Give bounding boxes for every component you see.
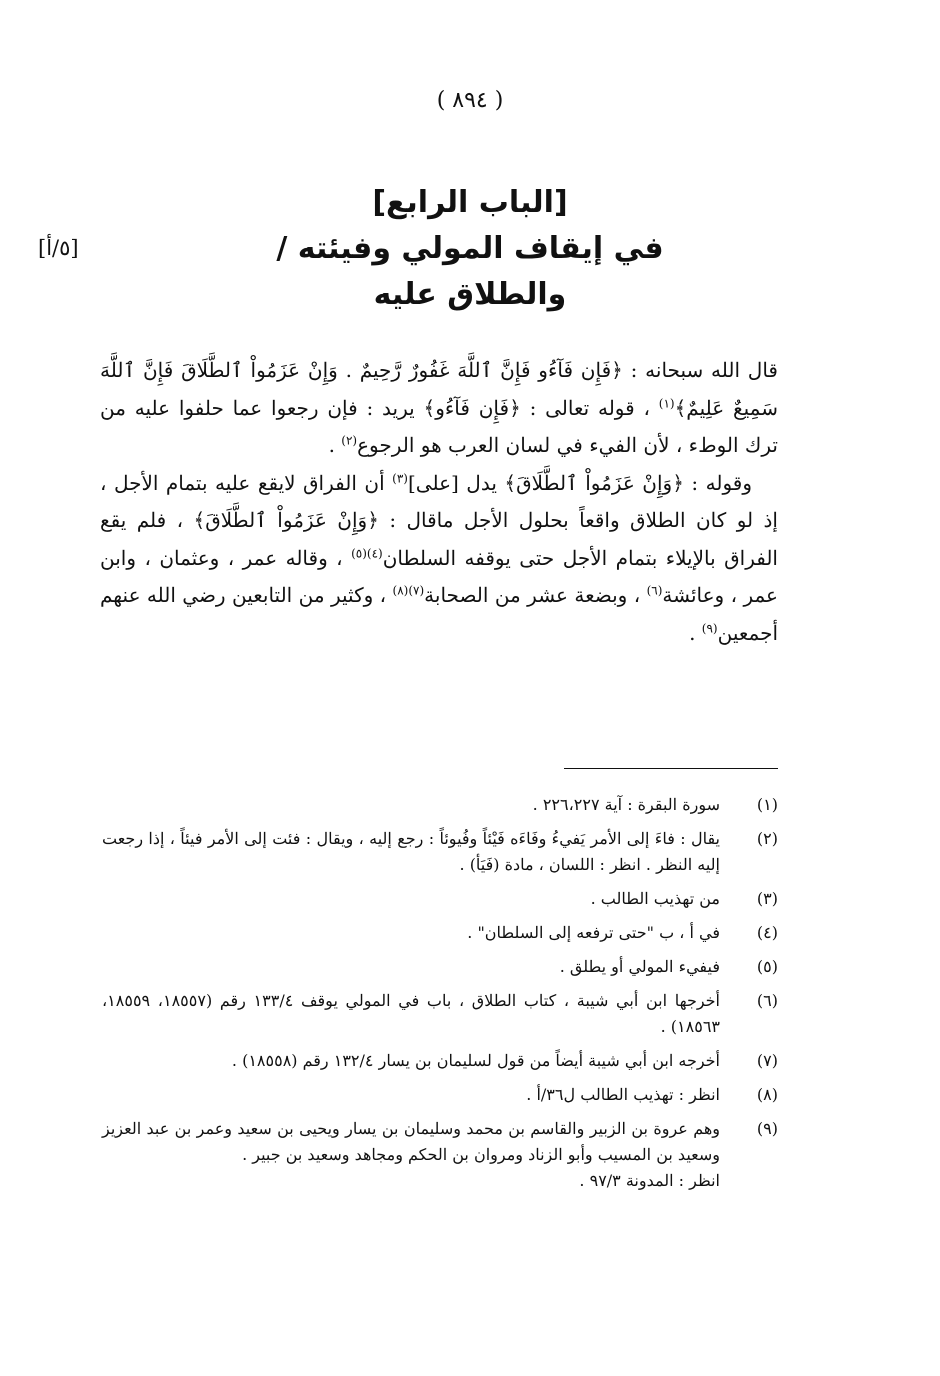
footnotes-list [102, 792, 778, 1202]
footnote-number: (٢) [756, 829, 778, 848]
text-run: ، وبضعة عشر من الصحابة [424, 583, 647, 607]
footnote-item [102, 1116, 778, 1194]
footnote-line: أخرجه ابن أبي شيبة أيضاً من قول لسليمان بن يسار ١٣٢/٤ رقم (١٨٥٥٨) . [231, 1051, 720, 1070]
text-run: ، قوله تعالى : ﴿فَإِن فَآءُو﴾ يريد : فإن رجعوا عما حلفوا عليه من ترك الوطء ، لأن الفيء في لسان العرب هو الرجوع [100, 395, 778, 457]
footnote-text [102, 1082, 720, 1108]
footnote-item [102, 826, 778, 878]
footnote-number: (٥) [756, 957, 778, 976]
footnote-line: انظر : تهذيب الطالب ل٣٦/أ . [526, 1085, 720, 1104]
footnote-ref: (٢) [341, 433, 358, 448]
main-text [100, 352, 778, 652]
footnote-text [102, 1048, 720, 1074]
paragraph-1 [100, 352, 778, 465]
text-run: ، وقاله عمر ، وعثمان ، وابن عمر ، وعائشة [100, 545, 778, 607]
footnote-number: (١) [756, 795, 778, 814]
footnote-item [102, 988, 778, 1040]
text-run: . [689, 620, 702, 645]
footnote-ref: (٤)(٥) [351, 545, 383, 560]
chapter-subtitle-line-1: في إيقاف المولي وفيئته / [276, 231, 664, 266]
footnote-line: سورة البقرة : آية ٢٢٦،٢٢٧ . [532, 795, 720, 814]
footnote-text [102, 988, 720, 1040]
footnote-item [102, 1082, 778, 1108]
footnote-ref: (٧)(٨) [392, 583, 425, 598]
footnote-ref: (١) [658, 395, 675, 410]
footnote-item [102, 886, 778, 912]
footnote-line: يقال : فاءَ إلى الأمر يَفيءُ وفَاءَه فَيْئاً وفُيوئاً : رجع إليه ، ويقال : فئت إلى الأمر فيئاً ، إذا رجعت إليه النظر . انظر : اللسان ، مادة (فَيَأ) . [102, 829, 720, 874]
footnote-text [102, 954, 720, 980]
footnote-line: من تهذيب الطالب . [590, 889, 720, 908]
footnote-line: أخرجها ابن أبي شيبة ، كتاب الطلاق ، باب في المولي يوقف ١٣٣/٤ رقم (١٨٥٥٧، ١٨٥٥٩، ١٨٥٦٣) . [102, 991, 720, 1036]
footnote-line: انظر : المدونة ٩٧/٣ . [579, 1171, 720, 1190]
text-run: وقوله : ﴿وَإِنْ عَزَمُواْ ٱلطَّلَاقَ﴾ يدل [على] [407, 470, 752, 495]
footnote-line: في أ ، ب "حتى ترفعه إلى السلطان" . [467, 923, 720, 942]
margin-manuscript-reference: [٥/أ] [38, 236, 79, 260]
text-run: قال الله سبحانه : ﴿فَإِن فَآءُو فَإِنَّ ٱللَّهَ غَفُورٌ رَّحِيمٌ . وَإِنْ عَزَمُواْ ٱلطَّلَاقَ فَإِنَّ ٱللَّهَ سَمِيعٌ عَلِيمٌ﴾ [100, 358, 778, 420]
text-run: أن الفراق لايقع عليه بتمام الأجل ، إذ لو كان الطلاق واقعاً بحلول الأجل ماقال : ﴿وَإِنْ عَزَمُواْ ٱلطَّلَاقَ﴾ ، فلم يقع الفراق بالإيلاء بتمام الأجل حتى يوقفه السلطان [100, 470, 778, 570]
footnote-text [102, 792, 720, 818]
footnote-text [102, 920, 720, 946]
paragraph-2 [100, 465, 778, 653]
footnote-item [102, 1048, 778, 1074]
footnote-ref: (٦) [646, 583, 663, 598]
footnote-text [102, 826, 720, 878]
footnote-number: (٧) [756, 1051, 778, 1070]
footnote-text [102, 886, 720, 912]
footnote-number: (٦) [756, 991, 778, 1010]
footnote-divider [564, 768, 778, 769]
page-number: ( ٨٩٤ ) [436, 88, 504, 113]
footnote-line: وهم عروة بن الزبير والقاسم بن محمد وسليمان بن يسار ويحيى بن سعيد وعمر بن عبد العزيز وسعيد بن المسيب وأبو الزناد ومروان بن الحكم ومجاهد وسعيد بن جبير . [102, 1119, 720, 1164]
chapter-heading [0, 180, 940, 318]
chapter-subtitle-line-2: والطلاق عليه [373, 277, 567, 312]
chapter-title: [الباب الرابع] [372, 185, 568, 220]
footnote-number: (٩) [756, 1119, 778, 1138]
footnote-item [102, 954, 778, 980]
footnote-item [102, 792, 778, 818]
text-run: ، وكثير من التابعين رضي الله عنهم أجمعين [100, 583, 778, 645]
text-run: . [328, 433, 342, 457]
footnote-number: (٤) [756, 923, 778, 942]
footnote-ref: (٣) [392, 470, 408, 485]
footnote-item [102, 920, 778, 946]
footnote-line: فيفيء المولي أو يطلق . [559, 957, 720, 976]
footnote-ref: (٩) [701, 620, 718, 635]
footnote-number: (٨) [756, 1085, 778, 1104]
footnote-text [102, 1116, 720, 1194]
footnote-number: (٣) [756, 889, 778, 908]
